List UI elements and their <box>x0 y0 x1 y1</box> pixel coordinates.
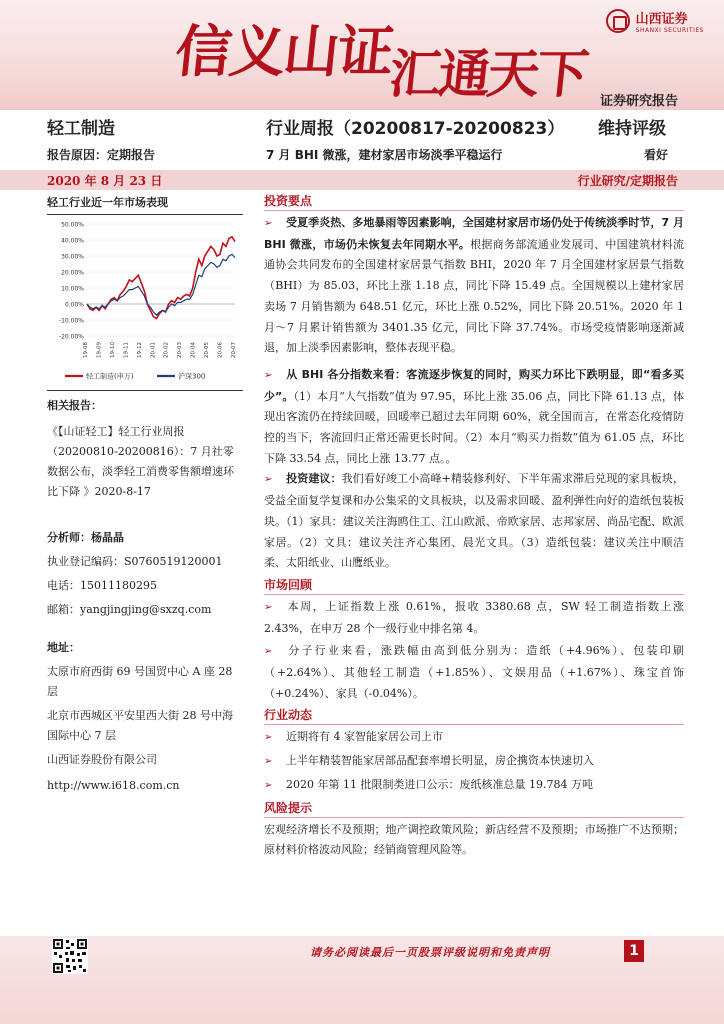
address-beijing: 北京市西城区平安里西大街 28 号中海国际中心 7 层 <box>47 709 233 742</box>
highlight-1-bold: 受夏季炎热、多地暴雨等因素影响，全国建材家居市场仍处于传统淡季时节，7 月 BHI 微涨，市场仍未恢复去年同期水平。 <box>264 216 684 251</box>
slogan-part2: 汇通天下 <box>386 44 589 105</box>
main-content <box>264 192 684 861</box>
market-item-1-text: 本周，上证指数上涨 0.61%，报收 3380.68 点，SW 轻工制造指数上涨 2.43%，在申万 28 个一级行业中排名第 4。 <box>264 599 684 635</box>
legend-label: 沪深300 <box>178 372 206 381</box>
section-industry-news: 行业动态 <box>264 706 684 725</box>
market-item-1 <box>264 597 684 639</box>
arrow-icon: ➢ <box>264 756 273 768</box>
slogan-part1: 信义山证 <box>172 19 396 85</box>
y-tick-label: 10.00% <box>61 285 84 293</box>
analyst-phone: 电话：15011180295 <box>47 579 157 592</box>
chart-divider <box>47 390 243 391</box>
industry-name: 轻工制造 <box>47 119 115 139</box>
arrow-icon: ➢ <box>264 369 273 381</box>
highlight-2-text: （1）本月“人气指数”值为 97.95，环比上涨 35.06 点，同比下降 61.13 点，体现出客流仍在持续回暖，回暖率已超过去年同期 60%，就全国而言，在常态化疫情防控的当下，客流回归正常还需更长时间。（2）本月“购买力指数”值为 61.05 点，环比下降 33.54 点，同比上涨 13.77 点。。 <box>264 389 684 465</box>
chart-svg <box>47 216 243 388</box>
analyst-license: 执业登记编码：S0760519120001 <box>47 555 223 568</box>
arrow-icon: ➢ <box>264 732 273 744</box>
report-reason: 报告原因：定期报告 <box>47 148 156 162</box>
x-tick-label: 20-06 <box>217 342 224 358</box>
address-title: 地址： <box>47 641 80 654</box>
news-item-2[interactable] <box>264 751 684 773</box>
market-item-2 <box>264 641 684 704</box>
news-item-3[interactable] <box>264 775 684 797</box>
series-line-1 <box>87 254 235 315</box>
view-rating: 看好 <box>644 148 669 162</box>
highlight-2-bold: 从 BHI 各分指数来看：客流逐步恢复的同时，购买力环比下跌明显，即“看多买少”。 <box>264 367 684 403</box>
news-item-1[interactable] <box>264 727 684 749</box>
analyst-email[interactable]: 邮箱：yangjingjing@sxzq.com <box>47 603 212 616</box>
address-taiyuan: 太原市府西街 69 号国贸中心 A 座 28 层 <box>47 665 233 698</box>
x-tick-label: 20-04 <box>190 342 197 358</box>
arrow-icon: ➢ <box>264 601 273 613</box>
legend-label: 轻工制造(申万) <box>86 372 134 381</box>
headline: 7 月 BHI 微涨，建材家居市场淡季平稳运行 <box>266 148 503 162</box>
news-item-3-text: 2020 年第 11 批限制类进口公示：废纸核准总量 19.784 万吨 <box>286 777 593 791</box>
logo-en: SHANXI SECURITIES <box>635 27 704 34</box>
series-line-0 <box>87 237 235 319</box>
highlight-2 <box>264 365 684 470</box>
highlight-1 <box>264 213 684 359</box>
x-tick-label: 19-10 <box>109 342 116 358</box>
analyst-label: 分析师： <box>47 531 91 544</box>
risk-text: 宏观经济增长不及预期；地产调控政策风险；新店经营不及预期；市场推广不达预期；原材料价格波动风险；经销商管理风险等。 <box>264 822 684 857</box>
news-item-2-text: 上半年精装智能家居部品配套率增长明显，房企携资本快速切入 <box>286 754 594 768</box>
report-date: 2020 年 8 月 23 日 <box>47 174 163 188</box>
x-tick-label: 19-09 <box>96 342 103 358</box>
news-item-1-text: 近期将有 4 家智能家居公司上市 <box>286 730 443 744</box>
report-category: 行业研究/定期报告 <box>577 174 678 188</box>
x-tick-label: 20-07 <box>231 342 237 358</box>
section-market-review: 市场回顾 <box>264 576 684 595</box>
section-highlights: 投资要点 <box>264 192 684 211</box>
y-tick-label: 20.00% <box>61 269 84 277</box>
page-number: 1 <box>624 940 644 962</box>
company-name: 山西证券股份有限公司 <box>47 753 157 766</box>
x-tick-label: 19-11 <box>123 342 130 358</box>
related-body[interactable]: 《【山证轻工】轻工行业周报（20200810-20200816）：7 月社零数据公布，淡季轻工消费零售额增速环比下降 》2020-8-17 <box>47 425 234 498</box>
highlight-1-text: 根据商务部流通业发展司、中国建筑材料流通协会共同发布的全国建材家居景气指数 BHI，2020 年 7 月全国建材家居景气指数（BHI）为 85.03，环比上涨 1.18 点，同比下降 15.49 点。全国规模以上建材家居卖场 7 月销售额为 648.51 亿元，环比上涨 0.52%，同比下降 20.51%。2020 年 1 月～7 月累计销售额为 3401.35 亿元，同比下降 37.74%。市场受疫情影响逐渐减退，加上淡季因素影响，整体表现平稳。 <box>264 237 685 355</box>
analyst-name: 杨晶晶 <box>91 531 124 544</box>
market-item-2-text: 分子行业来看，涨跌幅由高到低分别为：造纸（+4.96%）、包装印刷（+2.64%）、其他轻工制造（+1.85%）、文娱用品（+1.67%）、珠宝首饰（+0.24%）、家具（-0.04%）。 <box>264 644 684 700</box>
address-info <box>47 638 243 796</box>
arrow-icon: ➢ <box>264 218 273 229</box>
logo-cn: 山西证券 <box>635 12 688 27</box>
related-title: 相关报告： <box>47 399 102 412</box>
y-tick-label: -10.00% <box>58 317 84 325</box>
arrow-icon: ➢ <box>264 779 273 791</box>
y-tick-label: 0.00% <box>64 301 84 309</box>
disclaimer: 请务必阅读最后一页股票评级说明和免责声明 <box>310 946 550 959</box>
x-tick-label: 20-05 <box>204 342 211 358</box>
chart-title: 轻工行业近一年市场表现 <box>47 194 243 215</box>
highlight-3-text: 我们看好竣工小高峰+精装修利好、下半年需求滞后兑现的家具板块，受益全面复学复课和办公集采的文具板块，以及需求回暖、盈利弹性向好的造纸包装板块。（1）家具：建议关注海鸥住工、江山欧派、帝欧家居、志邦家居、尚品宅配、欧派家居。（2）文具：建议关注齐心集团、晨光文具。（3）造纸包装：建议关注中顺洁柔、太阳纸业、山鹰纸业。 <box>264 472 685 570</box>
y-tick-label: -20.00% <box>58 333 84 341</box>
header-banner <box>0 0 724 110</box>
arrow-icon: ➢ <box>264 474 273 486</box>
chart-panel <box>47 194 243 381</box>
company-logo <box>606 8 704 34</box>
market-chart <box>47 216 243 388</box>
qr-code-icon[interactable] <box>52 938 88 974</box>
x-tick-label: 19-12 <box>136 342 143 358</box>
rating: 维持评级 <box>598 119 666 139</box>
section-risk: 风险提示 <box>264 799 684 818</box>
analyst-info <box>47 528 243 620</box>
logo-icon <box>606 9 630 33</box>
arrow-icon: ➢ <box>264 646 273 658</box>
highlight-3-bold: 投资建议： <box>286 472 342 486</box>
related-reports <box>47 396 243 502</box>
date-bar <box>0 170 724 190</box>
report-type: 证券研究报告 <box>599 94 678 109</box>
x-tick-label: 20-02 <box>163 342 170 358</box>
y-tick-label: 40.00% <box>61 237 84 245</box>
x-tick-label: 20-03 <box>177 342 184 358</box>
y-tick-label: 50.00% <box>61 221 84 229</box>
report-title: 行业周报（20200817-20200823） <box>266 119 565 139</box>
company-website[interactable]: http://www.i618.com.cn <box>47 779 180 792</box>
y-tick-label: 30.00% <box>61 253 84 261</box>
highlight-3 <box>264 469 684 574</box>
x-tick-label: 20-01 <box>150 342 157 358</box>
x-tick-label: 19-08 <box>83 342 89 358</box>
